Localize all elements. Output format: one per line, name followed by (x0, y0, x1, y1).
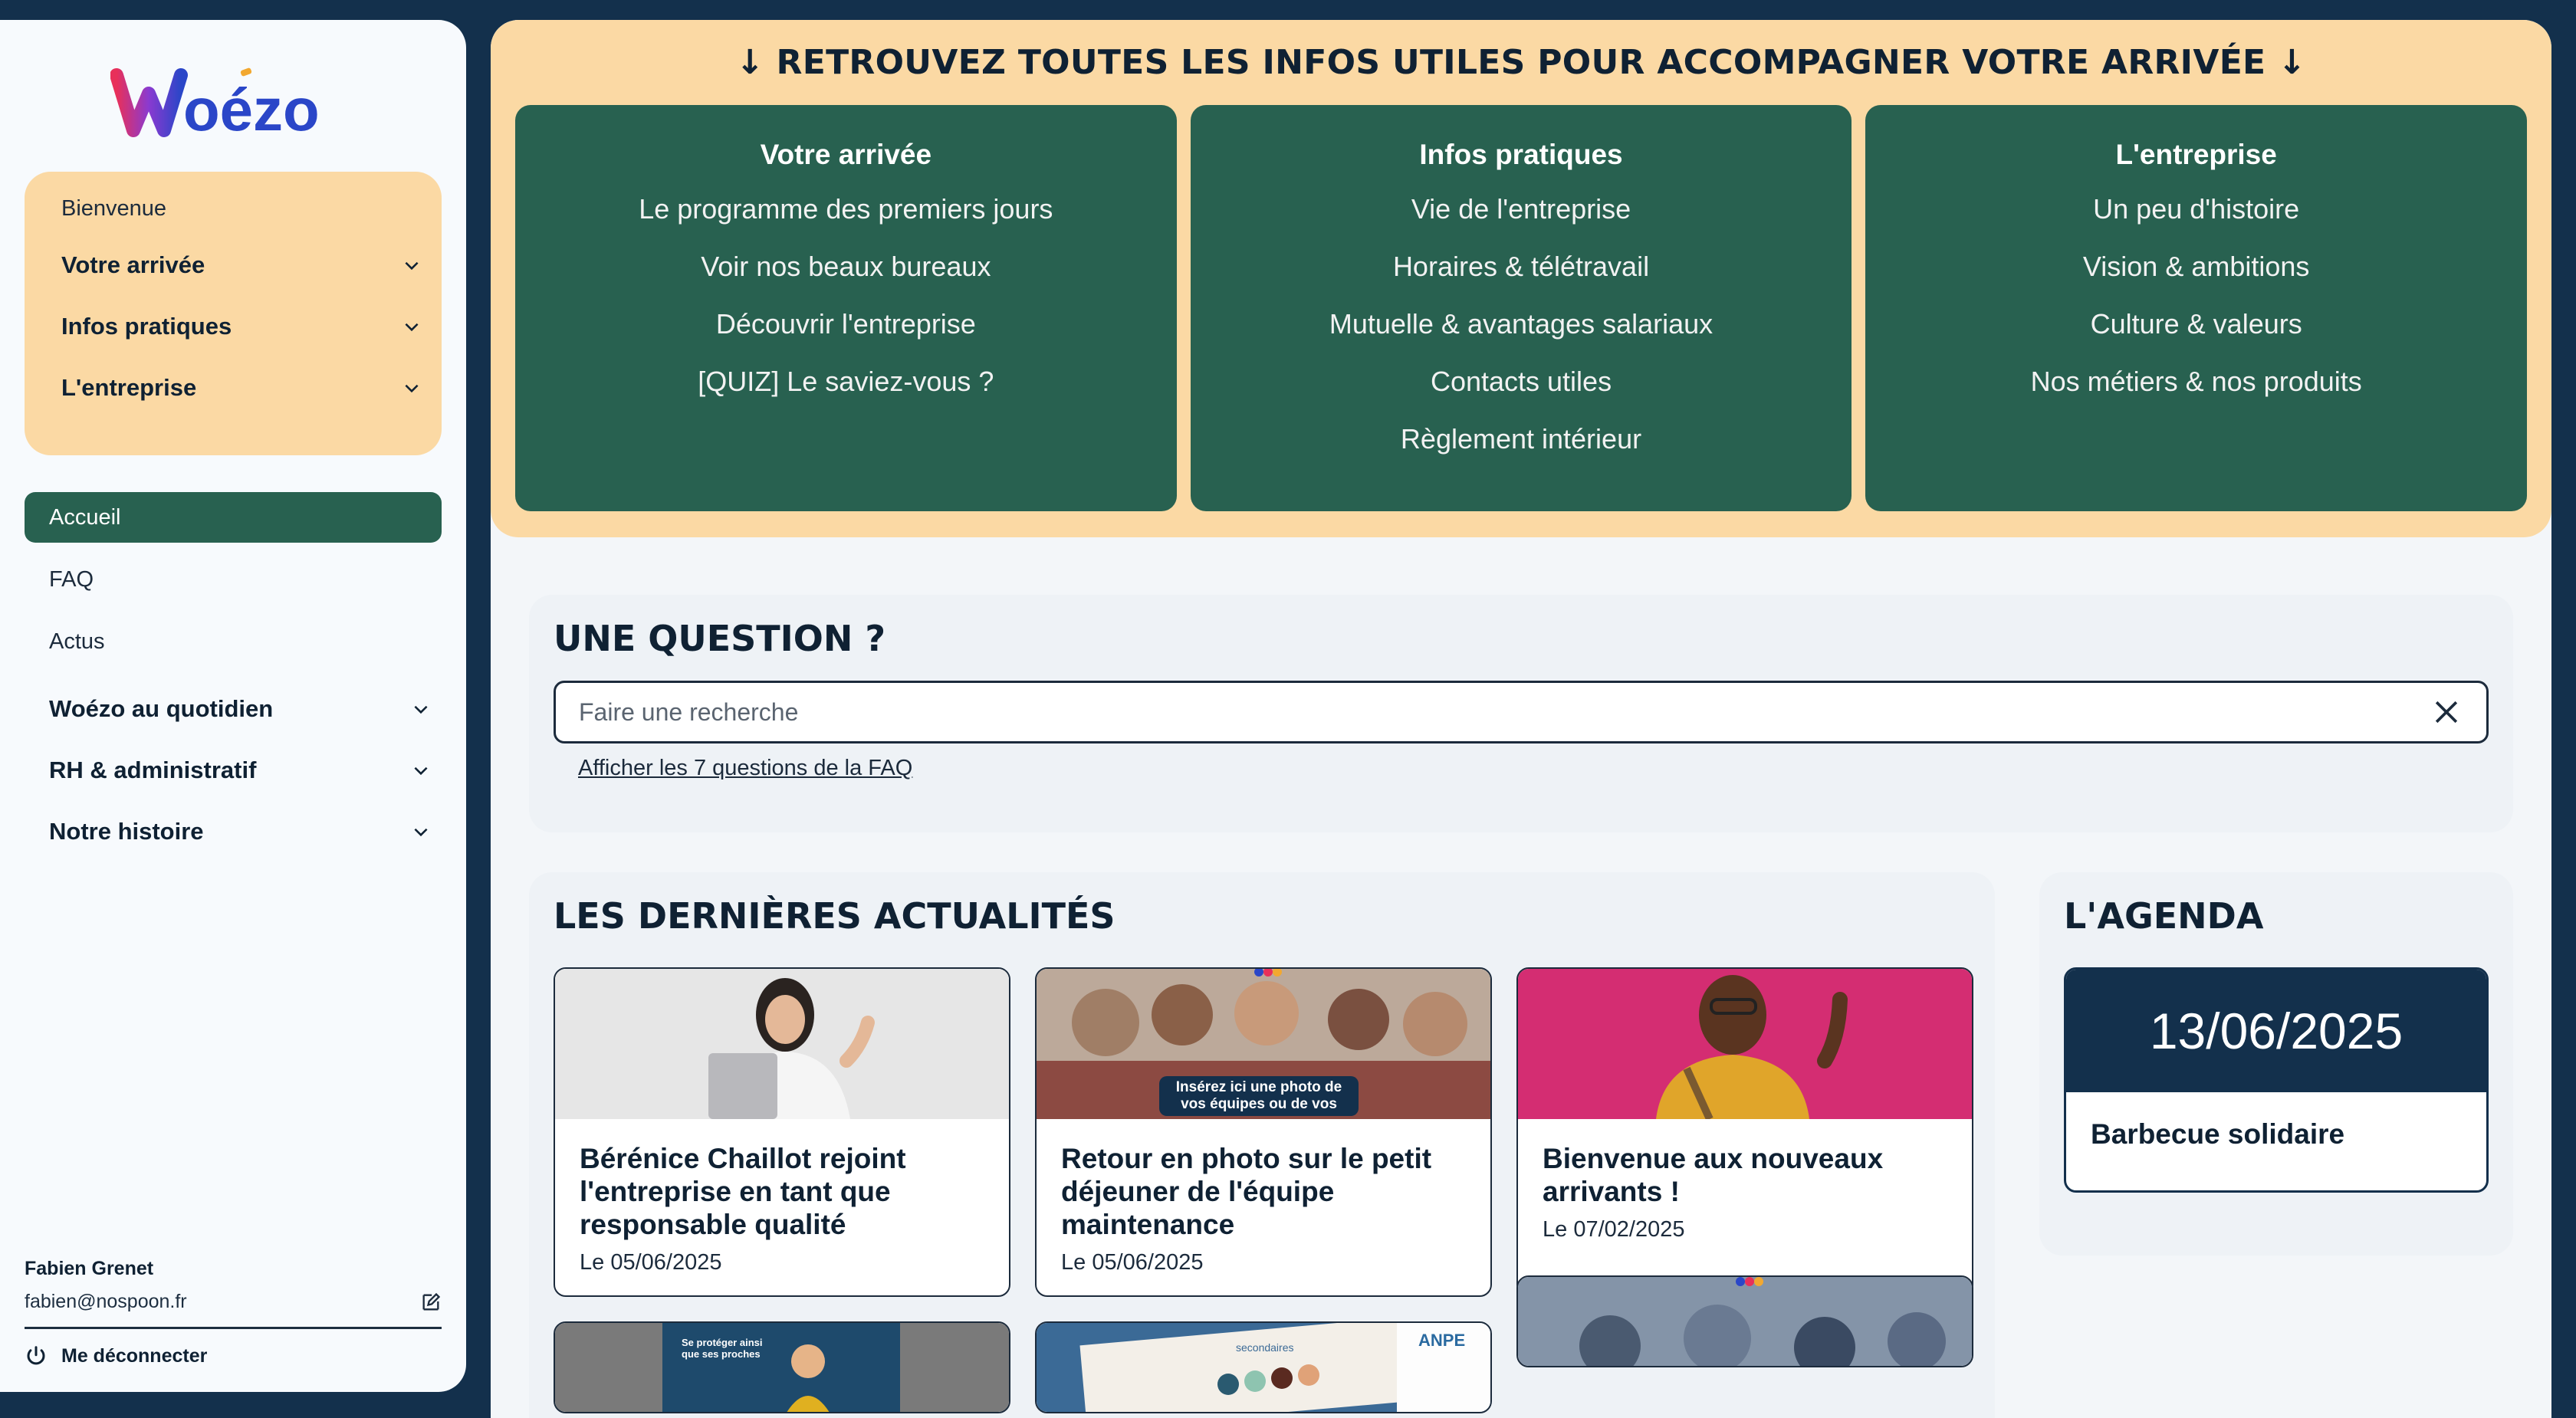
woezo-logo[interactable] (110, 54, 356, 146)
search-box (554, 681, 2489, 743)
card-link[interactable]: Le programme des premiers jours (639, 193, 1053, 225)
sidebar (0, 20, 466, 1392)
main-nav (25, 492, 442, 862)
news-card[interactable] (1516, 1275, 1973, 1367)
news-title-text: Bérénice Chaillot rejoint l'entreprise en tant que responsable qualité (580, 1143, 906, 1240)
news-title-text: Bienvenue aux nouveaux arrivants ! (1543, 1143, 1884, 1207)
news-card[interactable] (1516, 967, 1973, 1297)
card-link[interactable]: Un peu d'histoire (2093, 193, 2300, 225)
menu-votre-arrivee[interactable]: Votre arrivée (61, 235, 429, 296)
card-link[interactable]: Vie de l'entreprise (1411, 193, 1631, 225)
thumb-caption: ANPE (1418, 1331, 1466, 1350)
logout-button[interactable]: Me déconnecter (25, 1329, 442, 1383)
news-date: Le 05/06/2025 (580, 1250, 722, 1275)
edit-icon[interactable] (420, 1292, 442, 1313)
nav-rh-administratif[interactable]: RH & administratif (25, 740, 442, 801)
nav-actus[interactable]: Actus (49, 629, 105, 654)
user-email: fabien@nospoon.fr (25, 1291, 187, 1312)
card-link[interactable]: Nos métiers & nos produits (2030, 366, 2362, 397)
news-image (555, 969, 1009, 1119)
card-votre-arrivee: Votre arrivée Le programme des premiers jours Voir nos beaux bureaux Découvrir l'entreprise [QUIZ] Le saviez-vous ? (515, 105, 1177, 511)
card-link[interactable]: Vision & ambitions (2082, 251, 2310, 282)
search-input[interactable] (579, 698, 2430, 727)
news-date: Le 05/06/2025 (1061, 1250, 1204, 1275)
news-image (1037, 1323, 1490, 1413)
event-date: 13/06/2025 (2066, 970, 2486, 1092)
onboarding-banner (491, 20, 2551, 537)
card-lentreprise: L'entreprise Un peu d'histoire Vision & ambitions Culture & valeurs Nos métiers & nos produits (1865, 105, 2527, 511)
news-title-text: Retour en photo sur le petit déjeuner de l'équipe maintenance (1061, 1143, 1432, 1240)
card-link[interactable]: Règlement intérieur (1400, 423, 1642, 455)
news-card[interactable] (554, 1321, 1010, 1413)
news-image (1518, 1277, 1972, 1367)
news-image (555, 1323, 1009, 1413)
chevron-down-icon (402, 378, 422, 398)
welcome-menu (25, 172, 442, 455)
chevron-down-icon (402, 317, 422, 336)
question-title: UNE QUESTION ? (554, 618, 886, 659)
card-link[interactable]: Contacts utiles (1430, 366, 1612, 397)
close-icon[interactable] (2430, 695, 2463, 729)
nav-accueil[interactable]: Accueil (25, 492, 442, 543)
question-panel (529, 595, 2513, 832)
chevron-down-icon (411, 699, 431, 719)
chevron-down-icon (411, 760, 431, 780)
news-card[interactable] (1035, 967, 1492, 1297)
photo-overlay-label: Insérez ici une photo de vos équipes ou de vos (1159, 1076, 1359, 1116)
news-title: LES DERNIÈRES ACTUALITÉS (554, 895, 1116, 937)
thumb-caption: secondaires (1236, 1341, 1294, 1354)
event-title: Barbecue solidaire (2091, 1118, 2345, 1150)
agenda-title: L'AGENDA (2064, 895, 2264, 937)
menu-lentreprise[interactable]: L'entreprise (61, 357, 429, 419)
nav-woezo-quotidien[interactable]: Woézo au quotidien (25, 678, 442, 740)
news-card[interactable] (554, 967, 1010, 1297)
card-infos-pratiques: Infos pratiques Vie de l'entreprise Horaires & télétravail Mutuelle & avantages salariaux Contacts utiles Règlement intérieur (1191, 105, 1852, 511)
news-image (1518, 969, 1972, 1119)
chevron-down-icon (402, 255, 422, 275)
welcome-link[interactable]: Bienvenue (61, 196, 167, 221)
nav-faq[interactable]: FAQ (49, 566, 94, 592)
banner-title: ↓ RETROUVEZ TOUTES LES INFOS UTILES POUR ACCOMPAGNER VOTRE ARRIVÉE ↓ (735, 43, 2307, 82)
menu-infos-pratiques[interactable]: Infos pratiques (61, 296, 429, 357)
agenda-event[interactable] (2064, 967, 2489, 1193)
main-content (491, 20, 2551, 1418)
nav-notre-histoire[interactable]: Notre histoire (25, 801, 442, 862)
card-link[interactable]: Découvrir l'entreprise (715, 308, 976, 340)
card-link[interactable]: Mutuelle & avantages salariaux (1329, 308, 1714, 340)
card-link[interactable]: Voir nos beaux bureaux (701, 251, 991, 282)
svg-text:oézo: oézo (183, 76, 320, 143)
news-card[interactable] (1035, 1321, 1492, 1413)
news-image (1037, 969, 1490, 1119)
chevron-down-icon (411, 822, 431, 842)
agenda-panel (2039, 872, 2513, 1256)
news-date: Le 07/02/2025 (1543, 1217, 1685, 1242)
card-link[interactable]: Culture & valeurs (2090, 308, 2302, 340)
user-panel (25, 1258, 442, 1392)
card-link[interactable]: [QUIZ] Le saviez-vous ? (698, 366, 994, 397)
thumb-caption: Se protéger ainsi que ses proches (682, 1337, 763, 1360)
faq-link[interactable]: Afficher les 7 questions de la FAQ (578, 756, 913, 780)
card-link[interactable]: Horaires & télétravail (1392, 251, 1650, 282)
news-panel (529, 872, 1995, 1418)
user-name: Fabien Grenet (25, 1258, 154, 1279)
power-icon (25, 1344, 48, 1367)
